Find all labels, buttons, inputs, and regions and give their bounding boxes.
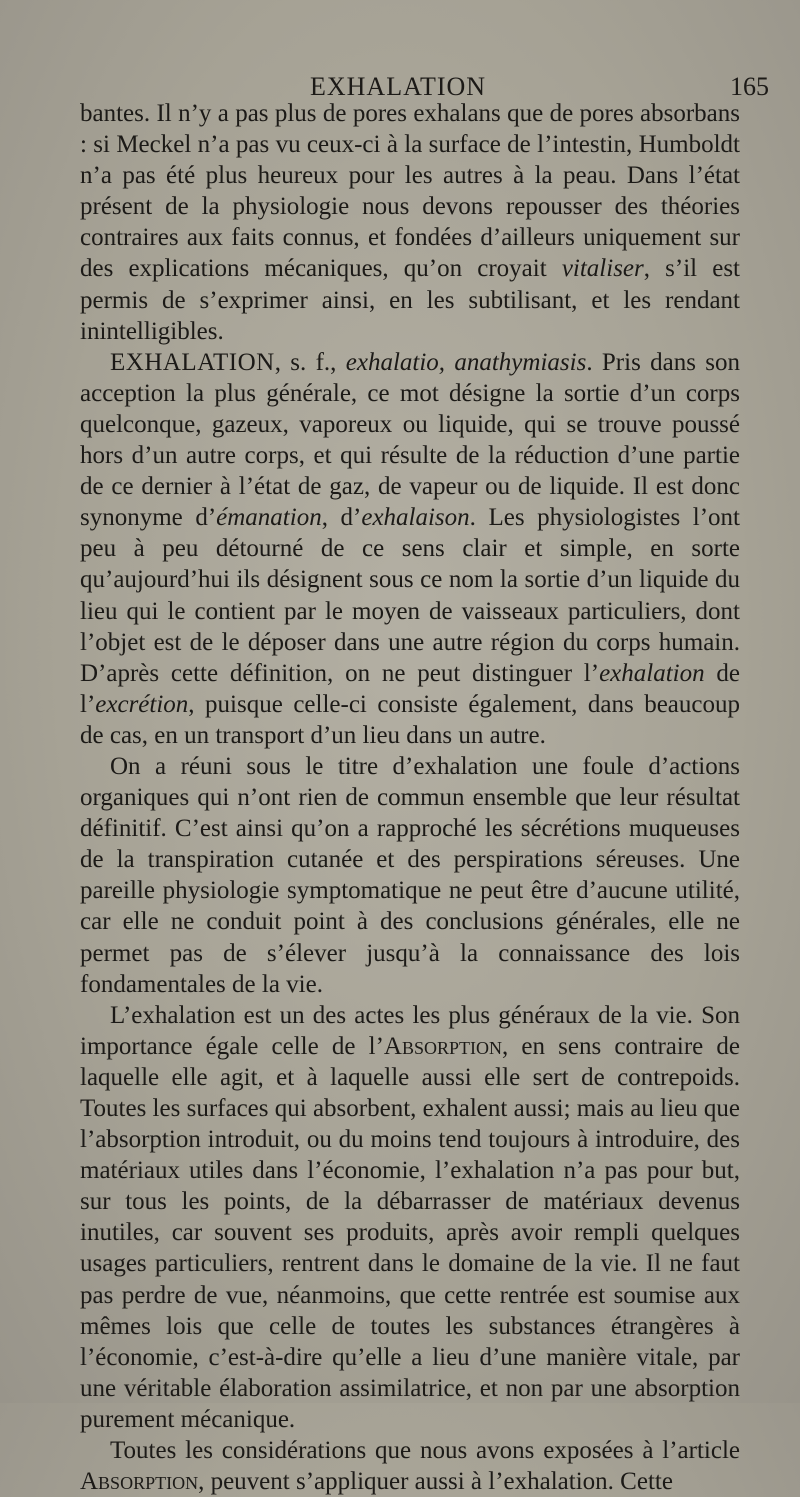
page-number: 165 <box>730 72 769 101</box>
paragraph-considerations: Toutes les considérations que nous avons exposées à l’article Absorption, peuvent s’appliquer aussi à l’exhalation. Cette <box>80 1437 740 1496</box>
running-head: EXHALATION <box>310 72 487 101</box>
paragraph-general-acts: L’exhalation est un des actes les plus généraux de la vie. Son importance égale celle de l’Absorption, en sens contraire de laquelle elle agit, et à laquelle aussi elle sert de contrepoids. Toutes les surfaces qui absorbent, exhalent aussi; mais au lieu que l’absorption introduit, ou du moins tend toujours à introduire, des matériaux utiles dans l’économie, l’exhalation n’a pas pour but, sur tous les points, de la débarrasser de matériaux devenus inutiles, car souvent ses produits, après avoir rempli quelques usages particuliers, rentrent dans le domaine de la vie. Il ne faut pas perdre de vue, néanmoins, que cette rentrée est soumise aux mêmes lois que celle de toutes les substances étrangères à l’économie, c’est-à-dire qu’elle a lieu d’une manière vitale, par une véritable élaboration assimilatrice, et non par une absorption purement mécanique. <box>80 1001 741 1433</box>
entry-latin-terms: exhalatio, anathymiasis <box>345 348 587 376</box>
body-text <box>80 98 740 1497</box>
cross-reference-absorption-article: Absorption <box>80 1468 199 1496</box>
cross-reference-absorption: Absorption <box>383 1032 502 1060</box>
dictionary-entry: EXHALATION, s. f., exhalatio, anathymiasis. Pris dans son acception la plus générale, ce mot désigne la sortie d’un corps quelconque, gazeux, vaporeux ou liquide, qui se trouve poussé hors d’un autre corps, et qui résulte de la réduction d’une partie de ce dernier à l’état de gaz, de vapeur ou de liquide. Il est donc synonyme d’émanation, d’exhalaison. Les physiologistes l’ont peu à peu détourné de ce sens clair et simple, en sorte qu’aujourd’hui ils désignent sous ce nom la sortie d’un liquide du lieu qui le contient par le moyen de vaisseaux particuliers, dont l’objet est de le déposer dans une autre région du corps humain. D’après cette définition, on ne peut distinguer l’exhalation de l’excrétion, puisque celle-ci consiste également, dans beaucoup de cas, en un transport d’un lieu dans un autre. <box>80 348 740 749</box>
paragraph-continuation: bantes. Il n’y a pas plus de pores exhalans que de pores absorbans : si Meckel n’a pas vu ceux-ci à la surface de l’intestin, Humboldt n’a pas été plus heureux pour les autres à la peau. Dans l’état présent de la physiologie nous devons repousser des théories contraires aux faits connus, et fondées d’ailleurs uniquement sur des explications mécaniques, qu’on croyait vitaliser, s’il est permis de s’exprimer ainsi, en les subtilisant, et les rendant inintelligibles. <box>80 100 740 345</box>
entry-headword: EXHALATION <box>110 348 275 376</box>
paragraph-organic-actions: On a réuni sous le titre d’exhalation une foule d’actions organiques qui n’ont rien de commun ensemble que leur résultat définitif. C’est ainsi qu’on a rapproché les sécrétions muqueuses de la transpiration cutanée et des perspirations séreuses. Une pareille physiologie symptomatique ne peut être d’aucune utilité, car elle ne conduit point à des conclusions générales, elle ne permet pas de s’élever jusqu’à la connaissance des lois fondamentales de la vie. <box>80 752 740 998</box>
emphasis-vitaliser: vitaliser <box>561 255 644 283</box>
